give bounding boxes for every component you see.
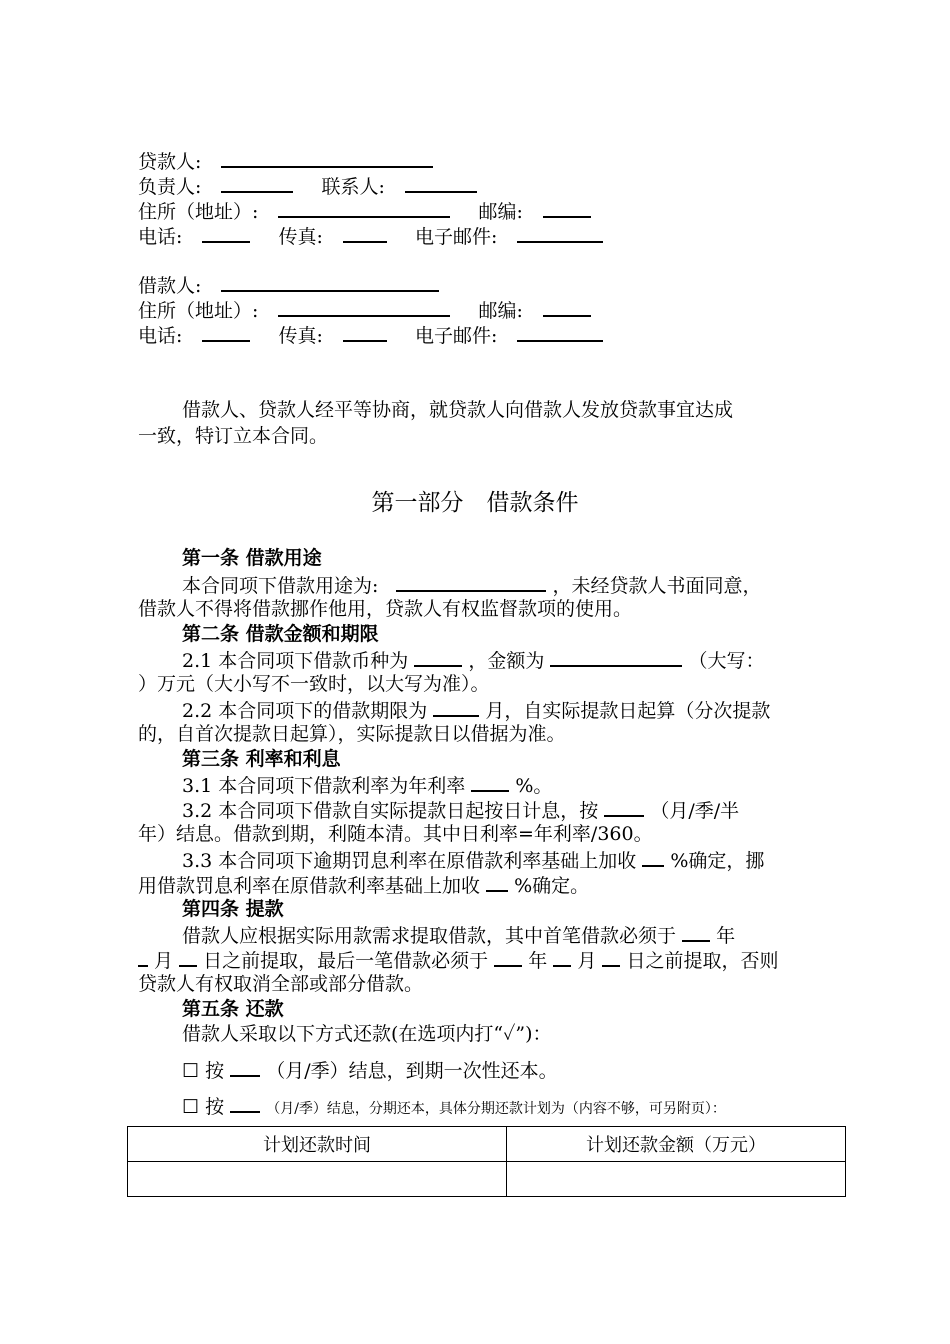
borrower-email-label: 电子邮件: [415, 325, 498, 347]
clause-3-3-text-a: 3.3 本合同项下逾期罚息利率在原借款利率基础上加收 [182, 850, 637, 872]
lender-email-blank[interactable] [517, 223, 603, 243]
borrower-phone-label: 电话: [138, 325, 183, 347]
table-header-row [128, 1127, 846, 1162]
clause-3-1 [182, 772, 552, 798]
borrower-fax-label: 传真: [278, 325, 323, 347]
repayment-plan-table [127, 1126, 846, 1197]
borrower-postcode-label: 邮编: [478, 300, 523, 322]
lender-name-row [138, 148, 433, 174]
lender-postcode-label: 邮编: [478, 201, 523, 223]
lender-address-blank[interactable] [278, 198, 450, 218]
repayment-amount-cell[interactable] [507, 1162, 846, 1197]
option-1-period-blank[interactable] [230, 1057, 260, 1077]
borrower-address-blank[interactable] [278, 297, 450, 317]
clause-2-2-line-2: 的，自首次提款日起算），实际提款日以借据为准。 [138, 723, 566, 745]
last-draw-year-blank[interactable] [494, 947, 522, 967]
clause-3-1-text-b: %。 [515, 775, 553, 797]
clause-3-2-line-2: 年）结息。借款到期，利随本清。其中日利率=年利率/360。 [138, 823, 653, 845]
settlement-period-blank[interactable] [604, 797, 644, 817]
article-2-title: 第二条 借款金额和期限 [182, 623, 379, 645]
repayment-date-cell[interactable] [128, 1162, 507, 1197]
article-4-line-2 [138, 947, 779, 973]
clause-2-1-line-1 [182, 647, 764, 673]
clause-3-2-text-a: 3.2 本合同项下借款自实际提款日起按日计息，按 [182, 800, 599, 822]
article-4-text-g: 日之前提取，否则 [626, 950, 779, 972]
responsible-blank[interactable] [221, 173, 293, 193]
overdue-penalty-blank[interactable] [642, 847, 664, 867]
option-1-checkbox[interactable]: ☐ [182, 1060, 200, 1082]
option-1-text-b: （月/季）结息，到期一次性还本。 [266, 1060, 558, 1082]
clause-2-2-text-a: 2.2 本合同项下的借款期限为 [182, 700, 428, 722]
article-4-text-e: 年 [528, 950, 548, 972]
header-repayment-amount: 计划还款金额（万元） [507, 1127, 846, 1162]
header-repayment-date: 计划还款时间 [128, 1127, 507, 1162]
option-1-text-a: 按 [205, 1060, 225, 1082]
lender-fax-label: 传真: [278, 226, 323, 248]
borrower-address-row [138, 297, 591, 323]
clause-2-1-text-a: 2.1 本合同项下借款币种为 [182, 650, 409, 672]
first-draw-day-blank[interactable] [179, 947, 197, 967]
preamble-line-1: 借款人、贷款人经平等协商，就贷款人向借款人发放贷款事宜达成 [182, 399, 734, 421]
lender-address-label: 住所（地址）: [138, 201, 259, 223]
contact-label: 联系人: [321, 176, 385, 198]
clause-3-3-line-2 [138, 872, 589, 898]
clause-3-3-line-1 [182, 847, 764, 873]
lender-label: 贷款人: [138, 151, 202, 173]
borrower-email-blank[interactable] [517, 322, 603, 342]
borrower-postcode-blank[interactable] [543, 297, 591, 317]
table-row [128, 1162, 846, 1197]
borrower-phone-blank[interactable] [202, 322, 250, 342]
borrower-address-label: 住所（地址）: [138, 300, 259, 322]
article-3-title: 第三条 利率和利息 [182, 748, 341, 770]
option-2-checkbox[interactable]: ☐ [182, 1096, 200, 1118]
article-4-title: 第四条 提款 [182, 898, 284, 920]
lender-phone-blank[interactable] [202, 223, 250, 243]
lender-address-row [138, 198, 591, 224]
last-draw-day-blank[interactable] [602, 947, 620, 967]
article-4-text-a: 借款人应根据实际用款需求提取借款，其中首笔借款必须于 [182, 925, 677, 947]
article-1-line-1 [182, 572, 762, 598]
article-4-text-f: 月 [577, 950, 597, 972]
last-draw-month-blank[interactable] [553, 947, 571, 967]
option-2-text-b: （月/季）结息，分期还本，具体分期还款计划为（内容不够，可另附页）： [266, 1101, 726, 1117]
option-2-period-blank[interactable] [230, 1093, 260, 1113]
repayment-option-2 [182, 1093, 726, 1121]
clause-2-2-line-1 [182, 697, 770, 723]
borrower-contact-row [138, 322, 603, 348]
article-1-text-a: 本合同项下借款用途为: [182, 575, 379, 597]
repayment-intro: 借款人采取以下方式还款(在选项内打“✓”)： [182, 1023, 552, 1045]
clause-3-1-text-a: 3.1 本合同项下借款利率为年利率 [182, 775, 466, 797]
clause-3-2-text-b: （月/季/半 [650, 800, 740, 822]
borrower-label: 借款人: [138, 275, 202, 297]
clause-2-1-line-2: ）万元（大小写不一致时，以大写为准）。 [138, 673, 490, 695]
article-4-text-b: 年 [716, 925, 736, 947]
article-1-line-2: 借款人不得将借款挪作他用，贷款人有权监督款项的使用。 [138, 598, 633, 620]
loan-purpose-blank[interactable] [396, 572, 546, 592]
borrower-name-row [138, 272, 439, 298]
first-draw-year-blank[interactable] [682, 922, 710, 942]
article-4-text-d: 日之前提取，最后一笔借款必须于 [203, 950, 489, 972]
lender-fax-blank[interactable] [343, 223, 387, 243]
clause-2-2-text-b: 月，自实际提款日起算（分次提款 [485, 700, 771, 722]
term-months-blank[interactable] [433, 697, 479, 717]
option-2-text-a: 按 [205, 1096, 225, 1118]
clause-2-1-text-c: （大写： [688, 650, 765, 672]
article-4-line-1 [182, 922, 735, 948]
lender-phone-label: 电话: [138, 226, 183, 248]
first-draw-month-blank[interactable] [138, 947, 148, 967]
clause-3-3-text-d: %确定。 [514, 875, 590, 897]
amount-blank[interactable] [550, 647, 682, 667]
lender-email-label: 电子邮件: [415, 226, 498, 248]
responsible-label: 负责人: [138, 176, 202, 198]
lender-name-blank[interactable] [221, 148, 433, 168]
clause-3-2-line-1 [182, 797, 739, 823]
lender-contact-row [138, 223, 603, 249]
article-5-title: 第五条 还款 [182, 998, 284, 1020]
annual-rate-blank[interactable] [471, 772, 509, 792]
article-1-title: 第一条 借款用途 [182, 547, 322, 569]
borrower-name-blank[interactable] [221, 272, 439, 292]
preamble-line-2: 一致，特订立本合同。 [138, 425, 329, 447]
misuse-penalty-blank[interactable] [486, 872, 508, 892]
article-4-line-3: 贷款人有权取消全部或部分借款。 [138, 973, 424, 995]
contact-blank[interactable] [405, 173, 477, 193]
article-4-text-c: 月 [154, 950, 174, 972]
currency-blank[interactable] [414, 647, 462, 667]
clause-2-1-text-b: ，金额为 [468, 650, 545, 672]
borrower-fax-blank[interactable] [343, 322, 387, 342]
article-1-text-b: ，未经贷款人书面同意， [552, 575, 762, 597]
part1-title: 第一部分 借款条件 [371, 490, 579, 516]
responsible-row [138, 173, 477, 199]
clause-3-3-text-c: 用借款罚息利率在原借款利率基础上加收 [138, 875, 481, 897]
lender-postcode-blank[interactable] [543, 198, 591, 218]
repayment-option-1 [182, 1057, 558, 1083]
clause-3-3-text-b: %确定，挪 [670, 850, 765, 872]
